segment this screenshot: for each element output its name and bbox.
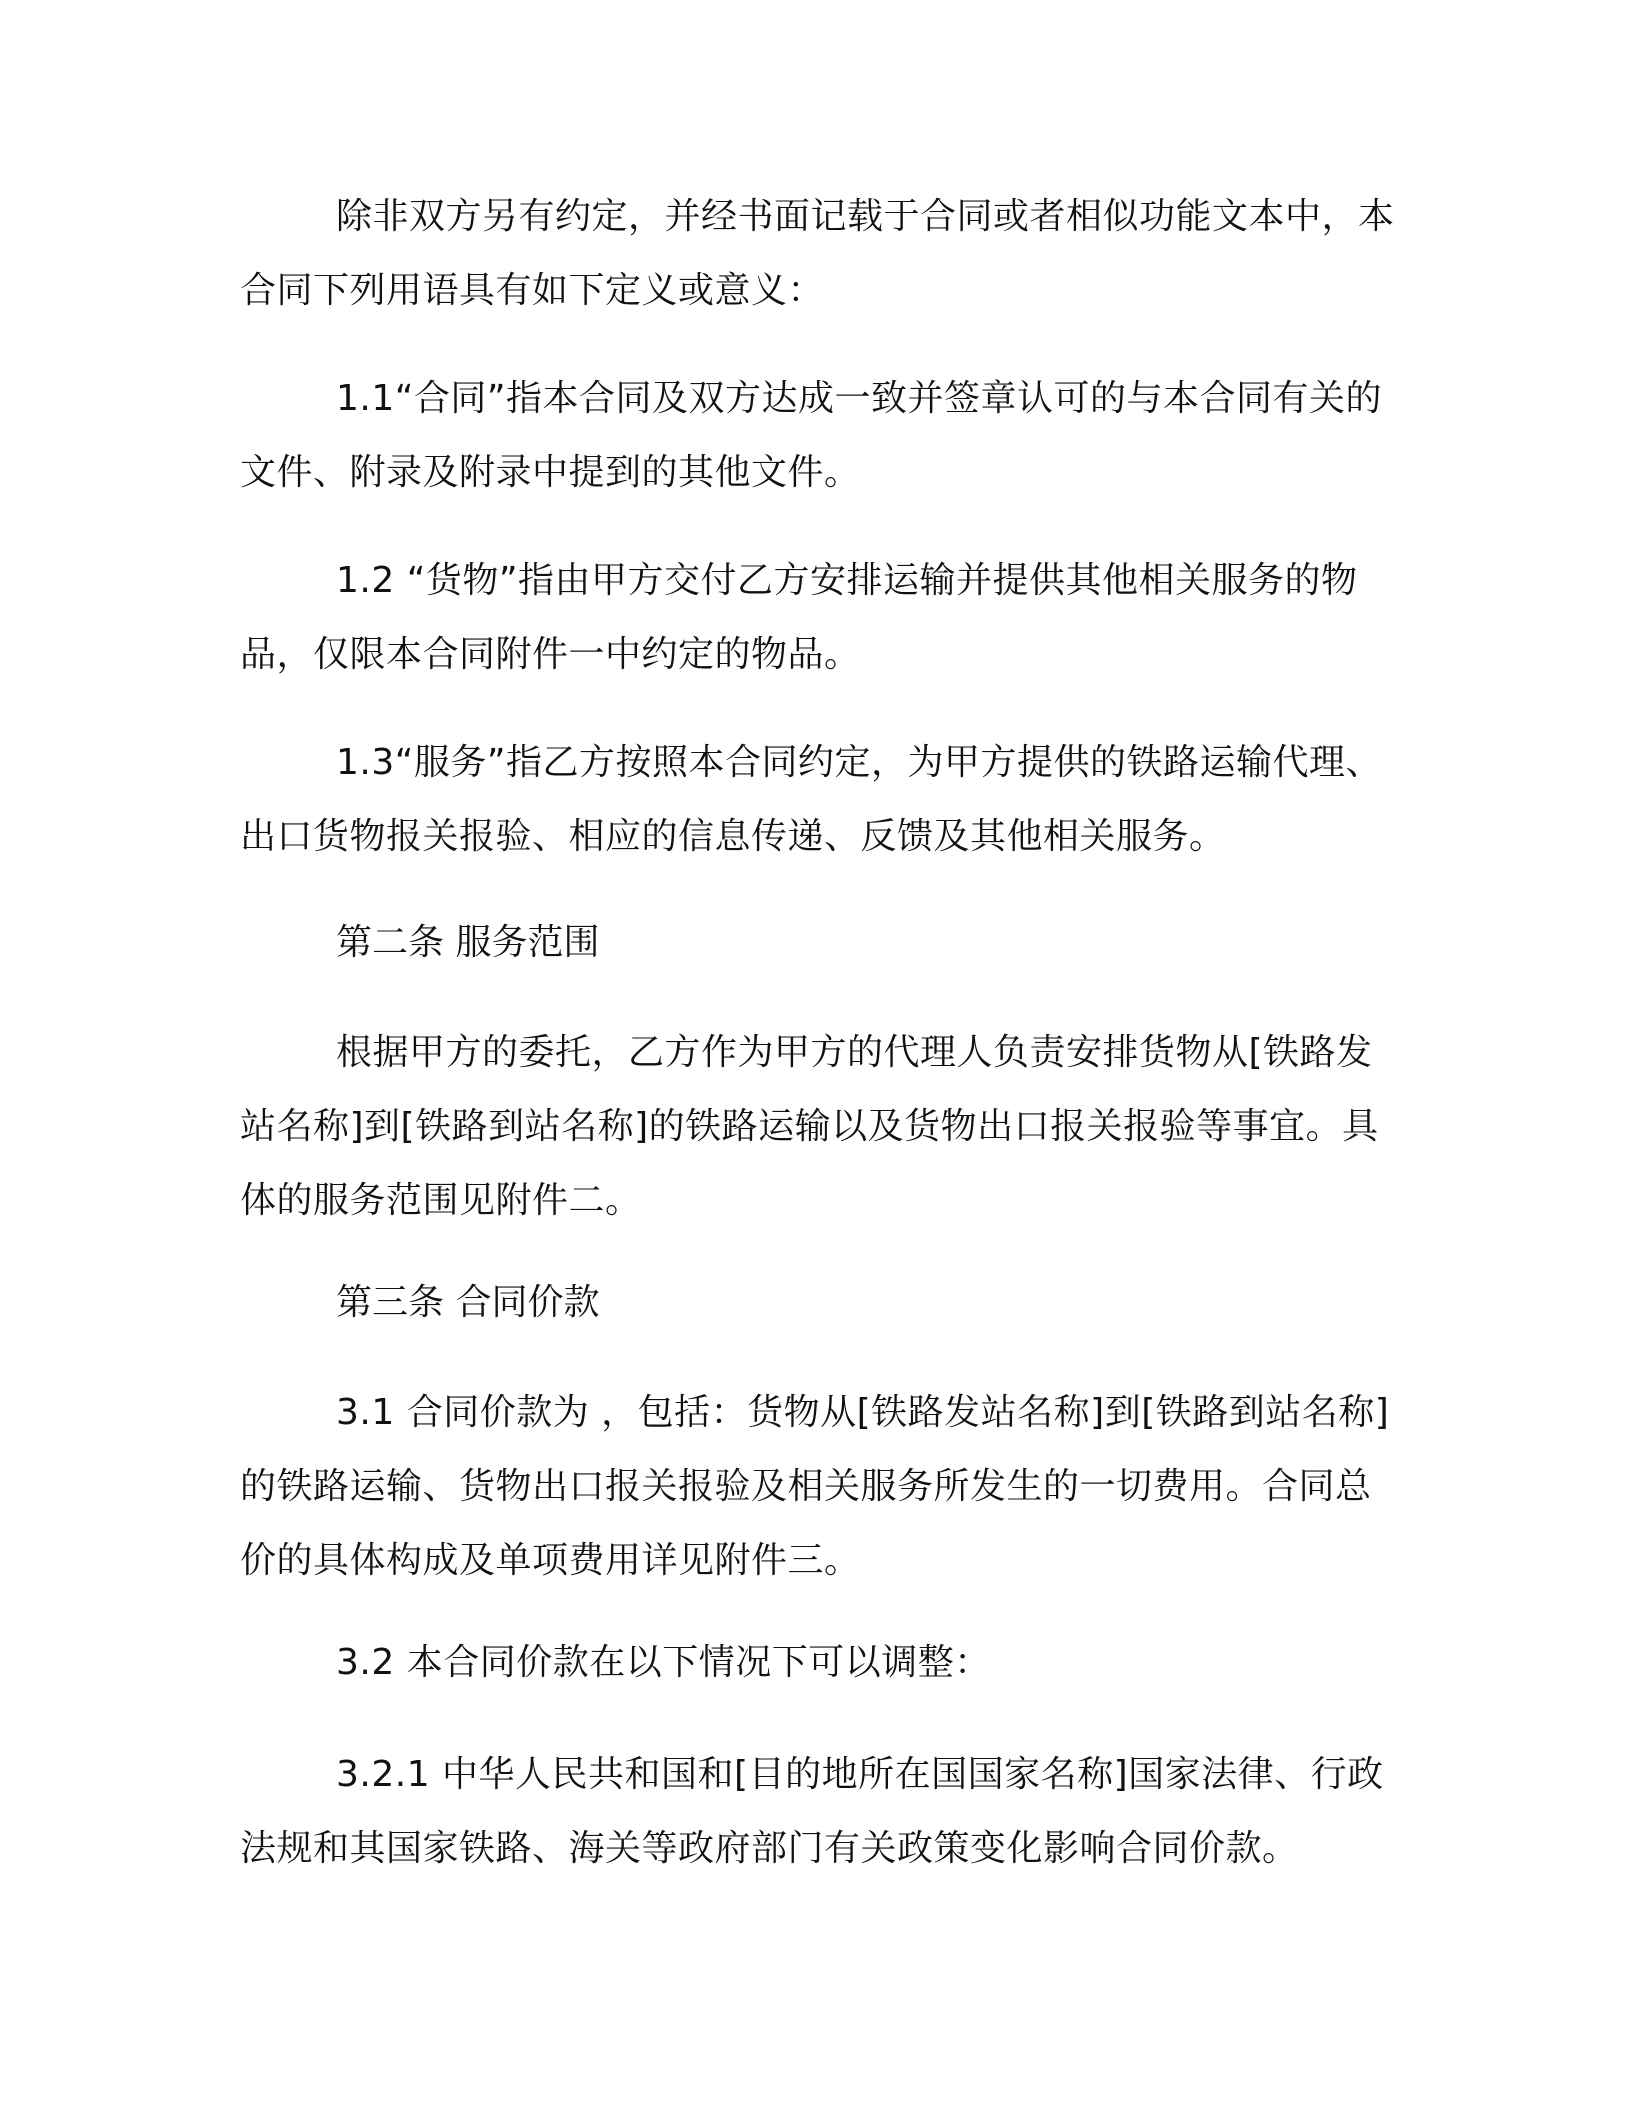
clause-3-1: 3.1 合同价款为 ，包括：货物从[铁路发站名称]到[铁路到站名称]的铁路运输、货物出口报关报验及相关服务所发生的一切费用。合同总价的具体构成及单项费用详见附件三。 [240,1392,1390,1581]
definition-1-1: 1.1“合同”指本合同及双方达成一致并签章认可的与本合同有关的文件、附录及附录中提到的其他文件。 [240,378,1383,493]
definition-1-2: 1.2 “货物”指由甲方交付乙方安排运输并提供其他相关服务的物品，仅限本合同附件一中约定的物品。 [240,560,1358,675]
article-2-heading: 第二条 服务范围 [336,922,600,963]
definition-1-3: 1.3“服务”指乙方按照本合同约定，为甲方提供的铁路运输代理、出口货物报关报验、相应的信息传递、反馈及其他相关服务。 [240,742,1383,857]
clause-3-2: 3.2 本合同价款在以下情况下可以调整： [336,1642,991,1683]
clause-3-2-1: 3.2.1 中华人民共和国和[目的地所在国国家名称]国家法律、行政法规和其国家铁路、海关等政府部门有关政策变化影响合同价款。 [240,1754,1384,1869]
article-3-heading: 第三条 合同价款 [336,1282,600,1323]
intro-paragraph: 除非双方另有约定，并经书面记载于合同或者相似功能文本中，本合同下列用语具有如下定义或意义： [240,196,1395,311]
article-2-body: 根据甲方的委托，乙方作为甲方的代理人负责安排货物从[铁路发站名称]到[铁路到站名称]的铁路运输以及货物出口报关报验等事宜。具体的服务范围见附件二。 [240,1032,1379,1221]
